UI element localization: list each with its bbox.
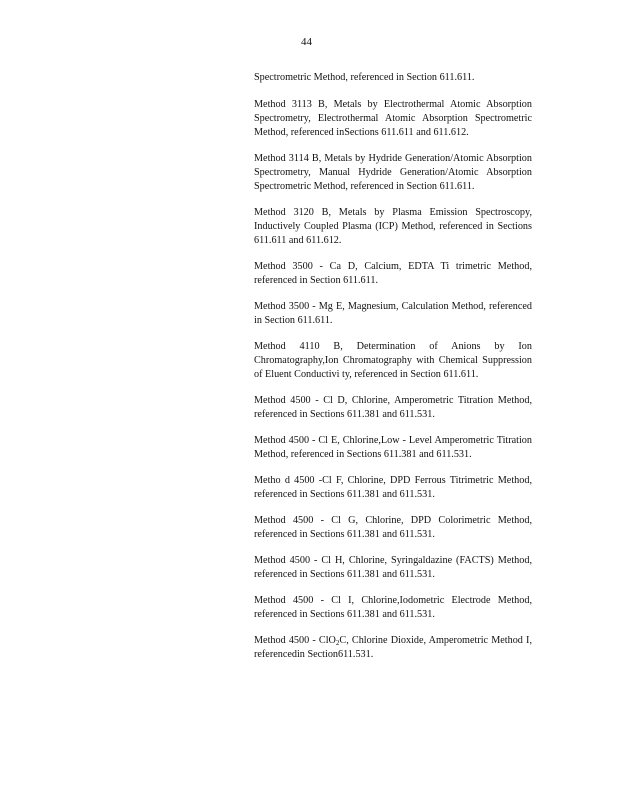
paragraph: Metho d 4500 -Cl F, Chlorine, DPD Ferrous Titrimetric Method, referenced in Sections 611.381 and 611.531. [254, 475, 532, 500]
paragraph-text-end: C, Chlorine Dioxide, Amperometric Method I, referencedin Section611.531. [254, 635, 532, 660]
paragraph-text-start: Method 4500 - ClO [254, 635, 336, 646]
subscript: 2 [335, 639, 340, 647]
paragraph: Method 4110 B, Determination of Anions by Ion Chromatography,Ion Chromatography with Chemical Suppression of Eluent Conductivi ty, referenced in Section 611.611. [254, 341, 532, 380]
page-number: 44 [301, 36, 312, 48]
paragraph: Method 3114 B, Metals by Hydride Generation/Atomic Absorption Spectrometry, Manual Hydride Generation/Atomic Absorption Spectrometric Method, referenced in Section 611.611. [254, 153, 532, 192]
paragraph-chlorine-dioxide [254, 634, 532, 662]
paragraph: Method 4500 - Cl D, Chlorine, Amperometric Titration Method, referenced in Sections 611.381 and 611.531. [254, 395, 532, 420]
paragraph: Method 3500 - Ca D, Calcium, EDTA Ti trimetric Method, referenced in Section 611.611. [254, 261, 532, 286]
paragraph: Method 3500 - Mg E, Magnesium, Calculation Method, referenced in Section 611.611. [254, 301, 532, 326]
paragraph: Method 4500 - Cl H, Chlorine, Syringaldazine (FACTS) Method, referenced in Sections 611.381 and 611.531. [254, 555, 532, 580]
paragraph: Method 4500 - Cl I, Chlorine,Iodometric Electrode Method, referenced in Sections 611.381 and 611.531. [254, 595, 532, 620]
paragraph: Spectrometric Method, referenced in Section 611.611. [254, 72, 475, 83]
text-column [254, 71, 532, 674]
paragraph: Method 4500 - Cl E, Chlorine,Low - Level Amperometric Titration Method, referenced in Sections 611.381 and 611.531. [254, 435, 532, 460]
paragraph: Method 3120 B, Metals by Plasma Emission Spectroscopy, Inductively Coupled Plasma (ICP) Method, referenced in Sections 611.611 and 611.612. [254, 207, 532, 246]
paragraph: Method 3113 B, Metals by Electrothermal Atomic Absorption Spectrometry, Electrothermal Atomic Absorption Spectrometric Method, referenced inSections 611.611 and 611.612. [254, 99, 532, 138]
paragraph: Method 4500 - Cl G, Chlorine, DPD Colorimetric Method, referenced in Sections 611.381 and 611.531. [254, 515, 532, 540]
